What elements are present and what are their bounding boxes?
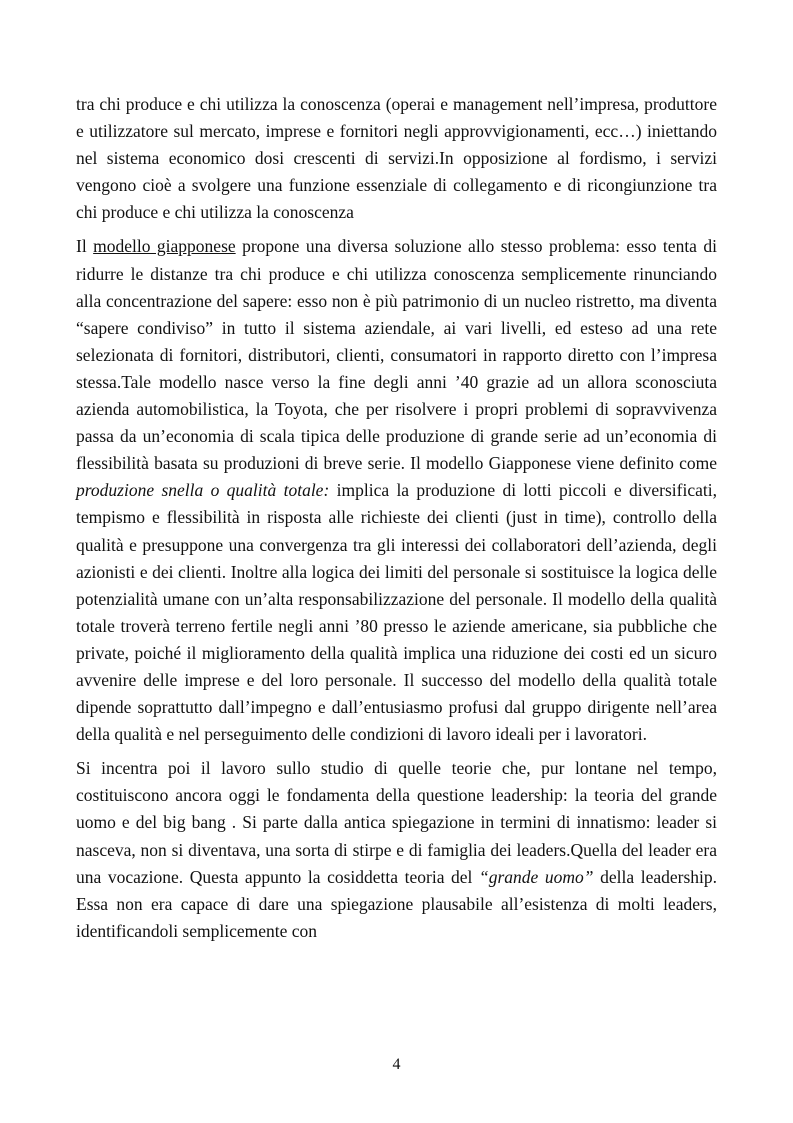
paragraph-2-text-a: propone una diversa soluzione allo stesso problema: esso tenta di ridurre le distanze tra chi produce e chi utilizza conoscenza semplicemente rinunciando alla concentrazione del sapere: esso non è più patrimonio di un nucleo ristretto, ma diventa “sapere condiviso” in tutto il sistema aziendale, ai vari livelli, ed esteso ad una rete selezionata di fornitori, distributori, clienti, consumatori in rapporto diretto con l’impresa stessa.Tale modello nasce verso la fine degli anni ’40 grazie ad un allora sconosciuta azienda automobilistica, la Toyota, che per risolvere i propri problemi di sopravvivenza passa da un’economia di scala tipica delle produzione di grande serie ad un’economia di flessibilità basata su produzioni di breve serie. Il modello Giapponese viene definito come xyxy=(76,236,717,474)
paragraph-1 xyxy=(76,91,717,226)
italic-quote: “grande uomo” xyxy=(479,866,594,887)
paragraph-1-text: tra chi produce e chi utilizza la conoscenza (operai e management nell’impresa, produttore e utilizzatore sul mercato, imprese e fornitori negli approvvigionamenti, ecc…) iniettando nel sistema economico dosi crescenti di servizi.In opposizione al fordismo, i servizi vengono cioè a svolgere una funzione essenziale di collegamento e di ricongiunzione tra chi produce e chi utilizza la conoscenza xyxy=(76,94,717,223)
italic-term: produzione snella o qualità totale: xyxy=(76,480,330,501)
body-text xyxy=(76,91,717,952)
underlined-term: modello giapponese xyxy=(93,236,236,257)
paragraph-3-text-b: della leadership. Essa non era capace di dare una spiegazione plausabile all’esistenza di molti leaders, identificandoli semplicemente con xyxy=(76,866,717,941)
paragraph-2-text-b: implica la produzione di lotti piccoli e diversificati, tempismo e flessibilità in risposta alle richieste dei clienti (just in time), controllo della qualità e presuppone una convergenza tra gli interessi dei collaboratori dell’azienda, degli azionisti e dei clienti. Inoltre alla logica dei limiti del personale si sostituisce la logica delle potenzialità umane con un’alta responsabilizzazione del personale. Il modello della qualità totale troverà terreno fertile negli anni ’80 presso le aziende americane, sia pubbliche che private, poiché il miglioramento della qualità implica una riduzione dei costi ed un sicuro avvenire delle imprese e del loro personale. Il successo del modello della qualità totale dipende soprattutto dall’impegno e dall’entusiasmo profusi dal gruppo dirigente nell’area della qualità e nel perseguimento delle condizioni di lavoro ideali per i lavoratori. xyxy=(76,480,717,745)
paragraph-2 xyxy=(76,233,717,748)
paragraph-2-lead: Il xyxy=(76,236,94,257)
page-number: 4 xyxy=(392,1056,401,1073)
paragraph-3-text-a: Si incentra poi il lavoro sullo studio di quelle teorie che, pur lontane nel tempo, costituiscono ancora oggi le fondamenta della questione leadership: la teoria del grande uomo e del big bang . Si parte dalla antica spiegazione in termini di innatismo: leader si nasceva, non si diventava, una sorta di stirpe e di famiglia dei leaders.Quella del leader era una vocazione. Questa appunto la cosiddetta teoria del xyxy=(76,758,717,887)
paragraph-3 xyxy=(76,755,717,945)
